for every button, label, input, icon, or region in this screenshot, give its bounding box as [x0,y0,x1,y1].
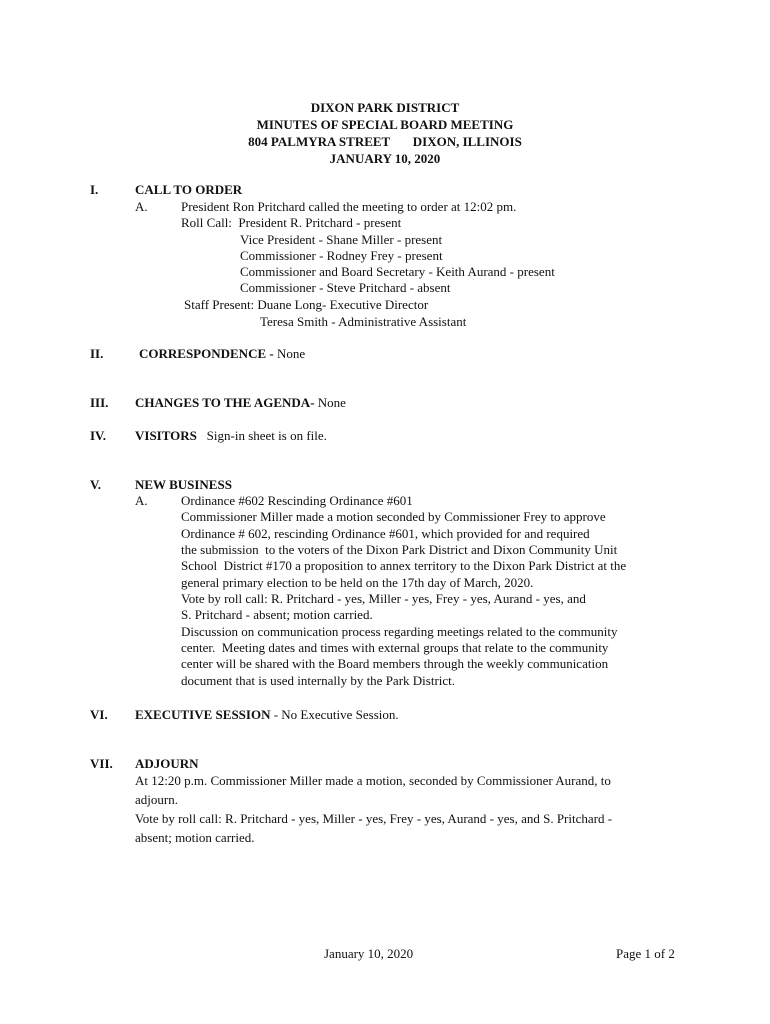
section-numeral: II. [90,346,104,361]
business-line: center will be shared with the Board members through the weekly communication [181,656,609,671]
business-line: Vote by roll call: R. Pritchard - yes, Miller - yes, Frey - yes, Aurand - yes, and [181,591,586,606]
item-letter: A. [135,199,148,214]
business-line: general primary election to be held on the 17th day of March, 2020. [181,575,534,590]
section-value: None [314,395,346,410]
business-line: document that is used internally by the Park District. [181,673,456,688]
roll-entry: Commissioner and Board Secretary - Keith Aurand - present [240,264,555,279]
business-line: School District #170 a proposition to annex territory to the Dixon Park District at the [181,558,627,573]
roll-entry: Commissioner - Rodney Frey - present [240,248,443,263]
section-title: CORRESPONDENCE - [139,346,277,361]
business-line: S. Pritchard - absent; motion carried. [181,607,373,622]
section-line [135,707,399,723]
section-title: NEW BUSINESS [135,477,232,492]
staff-present-line: Staff Present: Duane Long- Executive Director [184,297,429,312]
section-value: Sign-in sheet is on file. [196,428,327,443]
adjourn-line: absent; motion carried. [135,830,255,845]
section-numeral: VII. [90,756,113,771]
section-title: CALL TO ORDER [135,182,243,197]
footer-page-number: Page 1 of 2 [616,946,675,961]
business-line: Ordinance # 602, rescinding Ordinance #601, which provided for and required [181,526,590,541]
section-numeral: V. [90,477,101,492]
footer-date: January 10, 2020 [324,946,414,961]
section-line [135,428,327,444]
section-title: EXECUTIVE SESSION [135,707,271,722]
address-line: 804 PALMYRA STREET DIXON, ILLINOIS [248,134,522,149]
section-value: None [276,346,306,361]
business-line: Discussion on communication process regarding meetings related to the community [181,624,618,639]
item-letter: A. [135,493,148,508]
call-to-order-text: President Ron Pritchard called the meeting to order at 12:02 pm. [181,199,517,214]
business-line: center. Meeting dates and times with external groups that relate to the community [181,640,609,655]
section-title: CHANGES TO THE AGENDA- [135,395,315,410]
district-name: DIXON PARK DISTRICT [310,100,460,115]
section-line [139,346,305,362]
adjourn-line: Vote by roll call: R. Pritchard - yes, Miller - yes, Frey - yes, Aurand - yes, and S. Pritchard - [135,811,613,826]
roll-entry: Commissioner - Steve Pritchard - absent [240,280,451,295]
section-numeral: III. [90,395,109,410]
adjourn-line: At 12:20 p.m. Commissioner Miller made a motion, seconded by Commissioner Aurand, to [135,773,611,788]
business-line: Commissioner Miller made a motion seconded by Commissioner Frey to approve [181,509,606,524]
section-numeral: IV. [90,428,107,443]
section-line [135,395,346,411]
section-title: ADJOURN [135,756,199,771]
meeting-date: JANUARY 10, 2020 [329,151,441,166]
adjourn-line: adjourn. [135,792,178,807]
section-numeral: VI. [90,707,108,722]
section-title: VISITORS [135,428,197,443]
roll-entry: Vice President - Shane Miller - present [240,232,443,247]
document-title: MINUTES OF SPECIAL BOARD MEETING [256,117,514,132]
business-line: the submission to the voters of the Dixon Park District and Dixon Community Unit [181,542,618,557]
roll-call-line: Roll Call: President R. Pritchard - present [181,215,402,230]
section-value: - No Executive Session. [270,707,399,722]
staff-entry: Teresa Smith - Administrative Assistant [260,314,467,329]
section-numeral: I. [90,182,99,197]
business-line: Ordinance #602 Rescinding Ordinance #601 [181,493,413,508]
